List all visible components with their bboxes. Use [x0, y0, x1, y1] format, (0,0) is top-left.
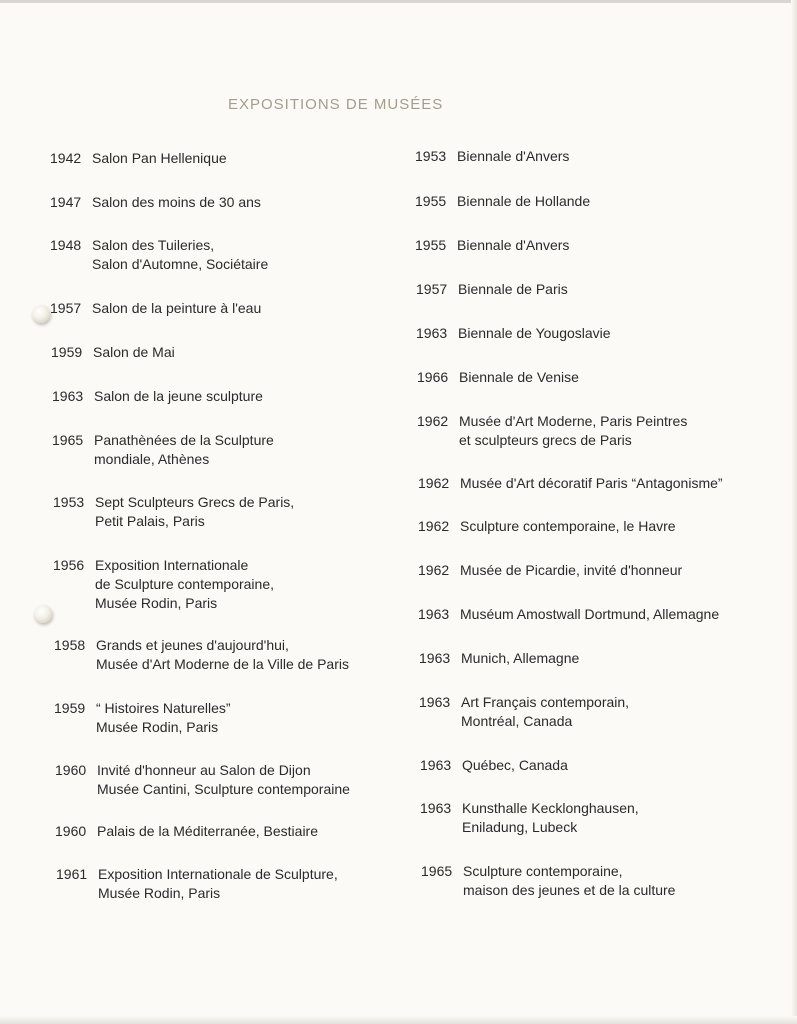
exhibition-line: Kunsthalle Kecklonghausen, — [462, 800, 639, 816]
exhibition-line: Muséum Amostwall Dortmund, Allemagne — [460, 606, 720, 622]
exhibition-line: Biennale d'Anvers — [457, 148, 570, 164]
exhibition-line: Munich, Allemagne — [461, 650, 580, 666]
exhibition-entry — [53, 556, 274, 613]
exhibition-description — [97, 822, 318, 841]
exhibition-year: 1963 — [52, 388, 84, 404]
exhibition-entry — [55, 761, 350, 799]
exhibition-line: Québec, Canada — [462, 757, 568, 773]
exhibition-year: 1965 — [52, 432, 84, 448]
exhibition-description — [457, 147, 569, 166]
exhibition-line: Musée Rodin, Paris — [98, 885, 221, 901]
exhibition-year: 1960 — [55, 823, 87, 839]
exhibition-year: 1963 — [420, 757, 452, 773]
exhibition-line: Musée de Picardie, invité d'honneur — [460, 562, 683, 578]
exhibition-line: Biennale d'Anvers — [457, 237, 570, 253]
exhibition-year: 1955 — [415, 193, 447, 209]
exhibition-line: Biennale de Paris — [458, 281, 568, 297]
exhibition-line: Invité d'honneur au Salon de Dijon — [97, 762, 311, 778]
exhibition-entry — [52, 387, 263, 406]
exhibition-year: 1962 — [418, 475, 450, 491]
page-top-edge — [0, 0, 797, 3]
exhibition-line: Musée Cantini, Sculpture contemporaine — [97, 781, 350, 797]
exhibition-entry — [421, 862, 675, 900]
exhibition-year: 1960 — [55, 762, 87, 778]
exhibition-description — [461, 649, 579, 668]
exhibition-year: 1963 — [419, 694, 451, 710]
exhibition-entry — [415, 192, 590, 211]
exhibition-entry — [418, 605, 719, 624]
binder-hole-bottom — [34, 605, 52, 623]
exhibition-line: Exposition Internationale — [95, 557, 249, 573]
exhibition-entry — [416, 324, 611, 343]
exhibition-entry — [52, 431, 274, 469]
exhibition-year: 1963 — [416, 325, 448, 341]
exhibition-line: Sculpture contemporaine, — [463, 863, 623, 879]
exhibition-entry — [51, 343, 175, 362]
exhibition-line: Salon des moins de 30 ans — [92, 194, 261, 210]
exhibition-year: 1962 — [418, 562, 450, 578]
exhibition-description — [457, 236, 569, 255]
exhibition-description — [94, 431, 274, 469]
exhibition-description — [92, 299, 261, 318]
exhibition-entry — [415, 147, 569, 166]
exhibition-year: 1947 — [50, 194, 82, 210]
exhibition-line: Montréal, Canada — [461, 713, 573, 729]
exhibition-line: Musée d'Art décoratif Paris “Antagonisme” — [460, 475, 723, 491]
exhibition-entry — [419, 693, 629, 731]
exhibition-year: 1956 — [53, 557, 85, 573]
exhibition-entry — [54, 636, 349, 674]
exhibition-entry — [418, 517, 676, 536]
exhibition-year: 1957 — [416, 281, 448, 297]
exhibition-line: Art Français contemporain, — [461, 694, 630, 710]
exhibition-line: Sculpture contemporaine, le Havre — [460, 518, 676, 534]
exhibition-entry — [50, 299, 261, 318]
exhibition-year: 1953 — [53, 494, 85, 510]
exhibition-description — [462, 799, 639, 837]
exhibition-entry — [417, 412, 687, 450]
exhibition-line: Salon de la peinture à l'eau — [92, 300, 262, 316]
exhibition-entry — [56, 865, 338, 903]
exhibition-line: et sculpteurs grecs de Paris — [459, 432, 632, 448]
exhibition-year: 1962 — [418, 518, 450, 534]
exhibition-line: de Sculpture contemporaine, — [95, 576, 274, 592]
exhibition-description — [458, 324, 611, 343]
exhibition-description — [95, 556, 274, 613]
exhibition-line: Salon de la jeune sculpture — [94, 388, 263, 404]
exhibition-entry — [415, 236, 569, 255]
page-title: EXPOSITIONS DE MUSÉES — [228, 96, 444, 113]
exhibition-line: Grands et jeunes d'aujourd'hui, — [96, 637, 289, 653]
exhibition-line: Palais de la Méditerranée, Bestiaire — [97, 823, 319, 839]
exhibition-line: Musée d'Art Moderne, Paris Peintres — [459, 413, 688, 429]
exhibition-line: Exposition Internationale de Sculpture, — [98, 866, 338, 882]
exhibition-description — [457, 192, 590, 211]
exhibition-line: Musée Rodin, Paris — [96, 719, 219, 735]
exhibition-year: 1963 — [418, 606, 450, 622]
exhibition-year: 1948 — [50, 237, 82, 253]
exhibition-description — [93, 343, 175, 362]
exhibition-year: 1958 — [54, 637, 86, 653]
exhibition-description — [460, 605, 719, 624]
exhibition-entry — [53, 493, 294, 531]
exhibition-entry — [420, 799, 639, 837]
exhibition-year: 1959 — [51, 344, 83, 360]
exhibition-line: Salon d'Automne, Sociétaire — [92, 256, 269, 272]
exhibition-year: 1961 — [56, 866, 88, 882]
exhibition-year: 1959 — [54, 700, 86, 716]
exhibition-line: Petit Palais, Paris — [95, 513, 205, 529]
exhibition-line: Salon Pan Hellenique — [92, 150, 227, 166]
exhibition-line: “ Histoires Naturelles” — [96, 700, 231, 716]
exhibition-line: Biennale de Venise — [459, 369, 579, 385]
exhibition-line: Salon de Mai — [93, 344, 175, 360]
exhibition-year: 1962 — [417, 413, 449, 429]
exhibition-entry — [418, 474, 723, 493]
exhibition-entry — [50, 149, 227, 168]
exhibition-entry — [54, 699, 231, 737]
exhibition-year: 1957 — [50, 300, 82, 316]
exhibition-description — [458, 280, 568, 299]
exhibition-line: Sept Sculpteurs Grecs de Paris, — [95, 494, 295, 510]
exhibition-year: 1963 — [420, 800, 452, 816]
exhibition-description — [97, 761, 350, 799]
exhibition-description — [94, 387, 263, 406]
exhibition-description — [462, 756, 568, 775]
exhibition-line: Musée d'Art Moderne de la Ville de Paris — [96, 656, 349, 672]
exhibition-description — [461, 693, 629, 731]
exhibition-description — [460, 474, 723, 493]
exhibition-description — [92, 193, 261, 212]
exhibition-year: 1955 — [415, 237, 447, 253]
exhibition-line: maison des jeunes et de la culture — [463, 882, 676, 898]
exhibition-line: Biennale de Yougoslavie — [458, 325, 611, 341]
exhibition-year: 1953 — [415, 148, 447, 164]
exhibition-line: Musée Rodin, Paris — [95, 595, 218, 611]
exhibition-entry — [55, 822, 318, 841]
exhibition-line: mondiale, Athènes — [94, 451, 210, 467]
exhibition-description — [92, 236, 268, 274]
exhibition-year: 1942 — [50, 150, 82, 166]
binder-hole-top — [32, 305, 50, 323]
exhibition-entry — [416, 280, 568, 299]
exhibition-entry — [417, 368, 579, 387]
exhibition-line: Panathènées de la Sculpture — [94, 432, 274, 448]
exhibition-entry — [419, 649, 579, 668]
exhibition-description — [95, 493, 294, 531]
exhibition-description — [463, 862, 675, 900]
exhibition-description — [96, 636, 349, 674]
page-bottom-edge — [0, 1016, 797, 1024]
exhibition-year: 1963 — [419, 650, 451, 666]
exhibition-entry — [418, 561, 682, 580]
exhibition-description — [98, 865, 338, 903]
page-right-edge — [791, 0, 797, 1024]
exhibition-description — [96, 699, 231, 737]
exhibition-entry — [50, 236, 268, 274]
exhibition-line: Salon des Tuileries, — [92, 237, 215, 253]
exhibition-description — [459, 412, 687, 450]
exhibition-line: Biennale de Hollande — [457, 193, 591, 209]
exhibition-entry — [420, 756, 568, 775]
exhibition-year: 1965 — [421, 863, 453, 879]
exhibition-entry — [50, 193, 261, 212]
exhibition-description — [92, 149, 227, 168]
exhibition-description — [460, 561, 682, 580]
exhibition-description — [460, 517, 676, 536]
exhibition-line: Eniladung, Lubeck — [462, 819, 578, 835]
exhibition-year: 1966 — [417, 369, 449, 385]
exhibition-description — [459, 368, 579, 387]
